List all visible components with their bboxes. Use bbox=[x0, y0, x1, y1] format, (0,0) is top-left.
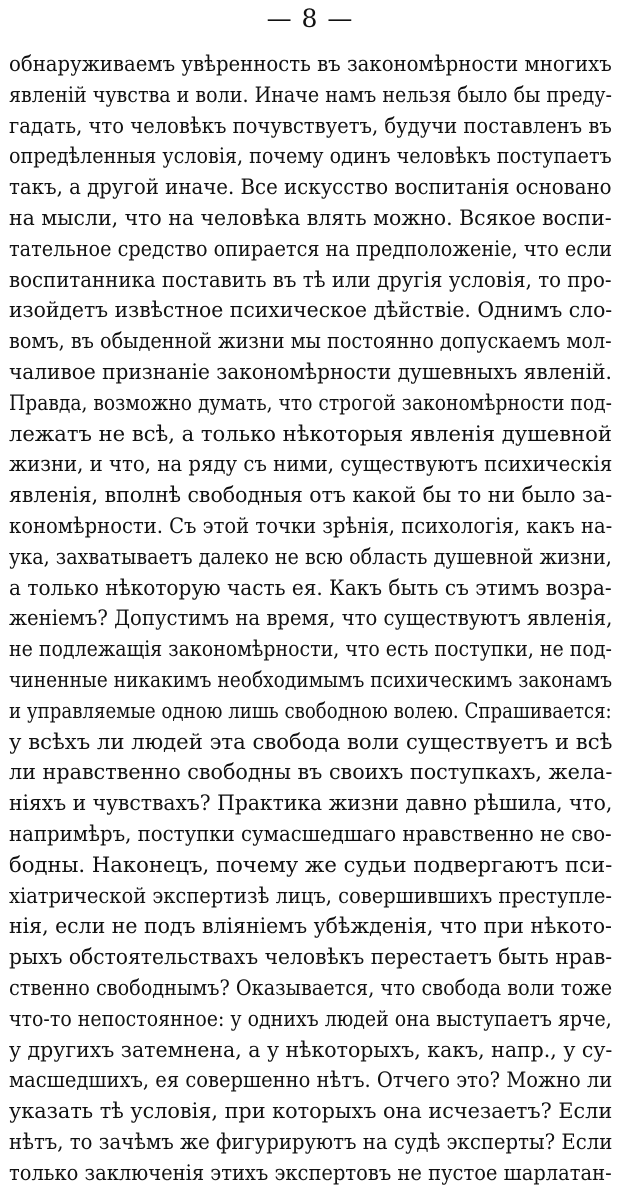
body-text bbox=[9, 50, 612, 1189]
text-line: воспитанника поставить въ тѣ или другія условія, то про- bbox=[9, 267, 612, 293]
text-line: лежатъ не всѣ, а только нѣкоторыя явленія душевной bbox=[9, 421, 612, 447]
text-line: только заключенія этихъ экспертовъ не пустое шарлатан- bbox=[9, 1160, 612, 1186]
page-number: — 8 — bbox=[266, 4, 354, 33]
text-line: у всѣхъ ли людей эта свобода воли существуетъ и всѣ bbox=[9, 729, 612, 755]
text-line: на мысли, что на человѣка влять можно. Всякое воспи- bbox=[9, 205, 612, 231]
text-line: что-то непостоянное: у однихъ людей она выступаетъ ярче, bbox=[9, 1006, 612, 1032]
text-line: Правда, возможно думать, что строгой закономѣрности под- bbox=[9, 390, 612, 416]
text-line: напримѣръ, поступки сумасшедшаго нравственно не сво- bbox=[9, 821, 612, 847]
text-line: чиненные никакимъ необходимымъ психическимъ законамъ bbox=[9, 667, 612, 693]
text-line: явленій чувства и воли. Иначе намъ нельзя было бы преду- bbox=[9, 82, 612, 108]
text-line: бодны. Наконецъ, почему же судьи подвергаютъ пси- bbox=[9, 852, 612, 878]
text-line: нія, если не подъ вліяніемъ убѣжденія, что при нѣкото- bbox=[9, 914, 612, 940]
text-line: масшедшихъ, ея совершенно нѣтъ. Отчего это? Можно ли bbox=[9, 1068, 612, 1094]
text-line: опредѣленныя условія, почему одинъ человѣкъ поступаетъ bbox=[9, 144, 612, 170]
text-line: ука, захватываетъ далеко не всю область душевной жизни, bbox=[9, 544, 612, 570]
text-line: и управляемые одною лишь свободною волею. Спрашивается: bbox=[9, 698, 612, 724]
text-line: а только нѣкоторую часть ея. Какъ быть съ этимъ возра- bbox=[9, 575, 612, 601]
text-line: у другихъ затемнена, а у нѣкоторыхъ, какъ, напр., у су- bbox=[9, 1037, 612, 1063]
text-line: указать тѣ условія, при которыхъ она исчезаетъ? Если bbox=[9, 1099, 612, 1125]
text-line: такъ, а другой иначе. Все искусство воспитанія основано bbox=[9, 175, 612, 201]
text-line: женіемъ? Допустимъ на время, что существуютъ явленія, bbox=[9, 606, 612, 632]
text-line: жизни, и что, на ряду съ ними, существуютъ психическія bbox=[9, 452, 612, 478]
text-line: не подлежащія закономѣрности, что есть поступки, не под- bbox=[9, 637, 612, 663]
text-line: нѣтъ, то зачѣмъ же фигурируютъ на судѣ эксперты? Если bbox=[9, 1129, 612, 1155]
text-line: хіатрической экспертизѣ лицъ, совершившихъ преступле- bbox=[9, 883, 612, 909]
text-line: рыхъ обстоятельствахъ человѣкъ перестаетъ быть нрав- bbox=[9, 945, 612, 971]
text-line: явленія, вполнѣ свободныя отъ какой бы то ни было за- bbox=[9, 483, 612, 509]
text-line: гадать, что человѣкъ почувствуетъ, будучи поставленъ въ bbox=[9, 113, 612, 139]
text-line: ственно свободнымъ? Оказывается, что свобода воли тоже bbox=[9, 975, 612, 1001]
text-line: изойдетъ извѣстное психическое дѣйствіе. Однимъ сло- bbox=[9, 298, 612, 324]
text-line: ли нравственно свободны въ своихъ поступкахъ, жела- bbox=[9, 760, 612, 786]
text-line: чаливое признаніе закономѣрности душевныхъ явленій. bbox=[9, 359, 612, 385]
text-line: кономѣрности. Съ этой точки зрѣнія, психологія, какъ на- bbox=[9, 513, 612, 539]
text-line: вомъ, въ обыденной жизни мы постоянно допускаемъ мол- bbox=[9, 329, 612, 355]
text-line: ніяхъ и чувствахъ? Практика жизни давно рѣшила, что, bbox=[9, 791, 612, 817]
text-line: тательное средство опирается на предположеніе, что если bbox=[9, 236, 612, 262]
text-line: обнаруживаемъ увѣренность въ закономѣрности многихъ bbox=[9, 52, 612, 77]
